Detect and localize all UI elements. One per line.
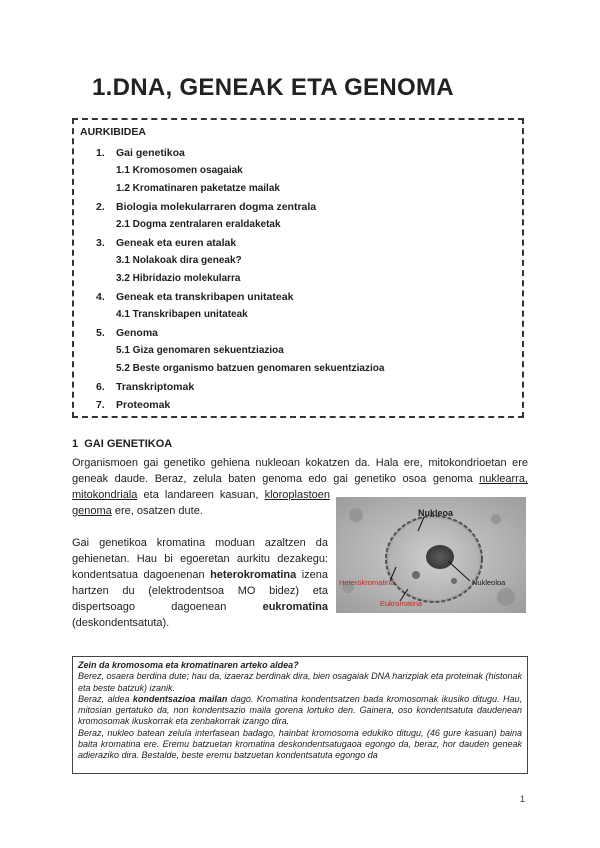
bold-term: eukromatina [262, 601, 328, 613]
answer-paragraph [78, 694, 522, 728]
paragraph-line [72, 599, 328, 615]
toc-item-number: 7. [96, 399, 105, 411]
underlined-term: kloroplastoen [264, 489, 330, 501]
section-heading [72, 438, 172, 450]
toc-heading: AURKIBIDEA [80, 126, 146, 138]
text-run: kondentsatua dagoenenan [72, 569, 211, 581]
euchromatin-label: Eukromatina [380, 599, 423, 608]
nucleus-label: Nukleoa [418, 508, 454, 518]
toc-subitem: 4.1 Transkribapen unitateak [116, 309, 248, 320]
text-run: dago. Kromatina kondentsatzen bada kromosomak ikusiko ditugu. Hau, mitosian gertatuko da, non kondentsazio maila gorena lortuko den. Gainera, oso kondentsatuta daudenean kromosomak ikuskorrak eta zenbakorrak izango dira. [78, 693, 522, 727]
text-run: dispertsoago dagoenean [72, 601, 263, 613]
paragraph-line: hartzen du (elektrodentsoa MO bidez) eta [72, 585, 328, 597]
answer-paragraph: Beraz, nukleo batean zelula interfasean badago, hainbat kromosoma edukiko ditugu, (46 gure kasuan) baina baita kromatina ere. Eremu batzuetan kromatina deskondentsatugaoa egongo da, beraz, hor dauden geneak adieraziko dira. Bestalde, beste eremu batzuetan kondentsatuta egongo da [78, 727, 522, 761]
toc-item-label: Gai genetikoa [116, 147, 185, 159]
table-of-contents [72, 118, 524, 418]
toc-subitem: 2.1 Dogma zentralaren eraldaketak [116, 219, 281, 230]
toc-item-label: Proteomak [116, 399, 171, 411]
paragraph-line: Organismoen gai genetiko gehiena nukleoan kokatzen da. Hala ere, mitokondrioetan ere [72, 457, 528, 469]
toc-item-label: Biologia molekularraren dogma zentrala [116, 201, 317, 213]
paragraph-line [72, 471, 528, 487]
toc-item-number: 1. [96, 147, 105, 159]
text-run: ere, osatzen dute. [111, 505, 203, 517]
toc-subitem: 1.1 Kromosomen osagaiak [116, 165, 243, 176]
underlined-term: mitokondriala [72, 489, 138, 501]
bold-term: heterokromatina [210, 569, 297, 581]
toc-item-label: Genoma [116, 327, 159, 339]
text-run: eta landareen kasuan, [137, 489, 265, 501]
micrograph-figure [336, 497, 526, 613]
nucleolus-label: Nukleoloa [472, 578, 506, 587]
toc-item-number: 3. [96, 237, 105, 249]
paragraph-line [72, 503, 330, 519]
section-title: GAI GENETIKOA [84, 438, 173, 450]
paragraph-line: (deskondentsatuta). [72, 617, 170, 629]
heterochromatin-label: Heterokromatina [339, 578, 395, 587]
toc-item-label: Geneak eta transkribapen unitateak [116, 291, 294, 303]
toc-subitem: 3.1 Nolakoak dira geneak? [116, 255, 242, 266]
toc-subitem: 5.2 Beste organismo batzuen genomaren sekuentziazioa [116, 363, 385, 374]
toc-item-number: 4. [96, 291, 105, 303]
text-run: Beraz, aldea [78, 693, 133, 704]
question-box [72, 656, 528, 774]
answer-paragraph: Berez, osaera berdina dute; hau da, izaeraz berdinak dira, bien osagaiak DNA harizpiak eta proteinak (histonak eta beste batzuk) izanik. [78, 671, 522, 693]
page-number: 1 [520, 794, 526, 804]
toc-subitem: 3.2 Hibridazio molekularra [116, 273, 241, 284]
underlined-term: nuklearra, [479, 473, 528, 485]
page-title: 1.DNA, GENEAK ETA GENOMA [92, 74, 454, 101]
toc-subitem: 1.2 Kromatinaren paketatze mailak [116, 183, 280, 194]
toc-item-number: 6. [96, 381, 105, 393]
underlined-term: genoma [72, 505, 112, 517]
paragraph-line: Gai genetikoa kromatina moduan azaltzen da [72, 537, 328, 549]
toc-item-label: Transkriptomak [116, 381, 195, 393]
text-run: geneak daude. Beraz, zelula baten genoma edo gai genetiko osoa genoma [72, 473, 480, 485]
bold-term: kondentsazioa mailan [132, 693, 228, 704]
section-number: 1 [72, 438, 79, 450]
paragraph-line [72, 567, 328, 583]
text-run: izena [296, 569, 328, 581]
toc-item-number: 5. [96, 327, 105, 339]
paragraph-line [72, 487, 330, 503]
micrograph-image [336, 497, 526, 613]
toc-subitem: 5.1 Giza genomaren sekuentziazioa [116, 345, 284, 356]
toc-item-number: 2. [96, 201, 105, 213]
toc-item-label: Geneak eta euren atalak [116, 237, 237, 249]
question-title: Zein da kromosoma eta kromatinaren arteko aldea? [78, 660, 299, 670]
paragraph-line: gehienetan. Hau bi egoeretan aurkitu dezakegu: [72, 553, 328, 565]
